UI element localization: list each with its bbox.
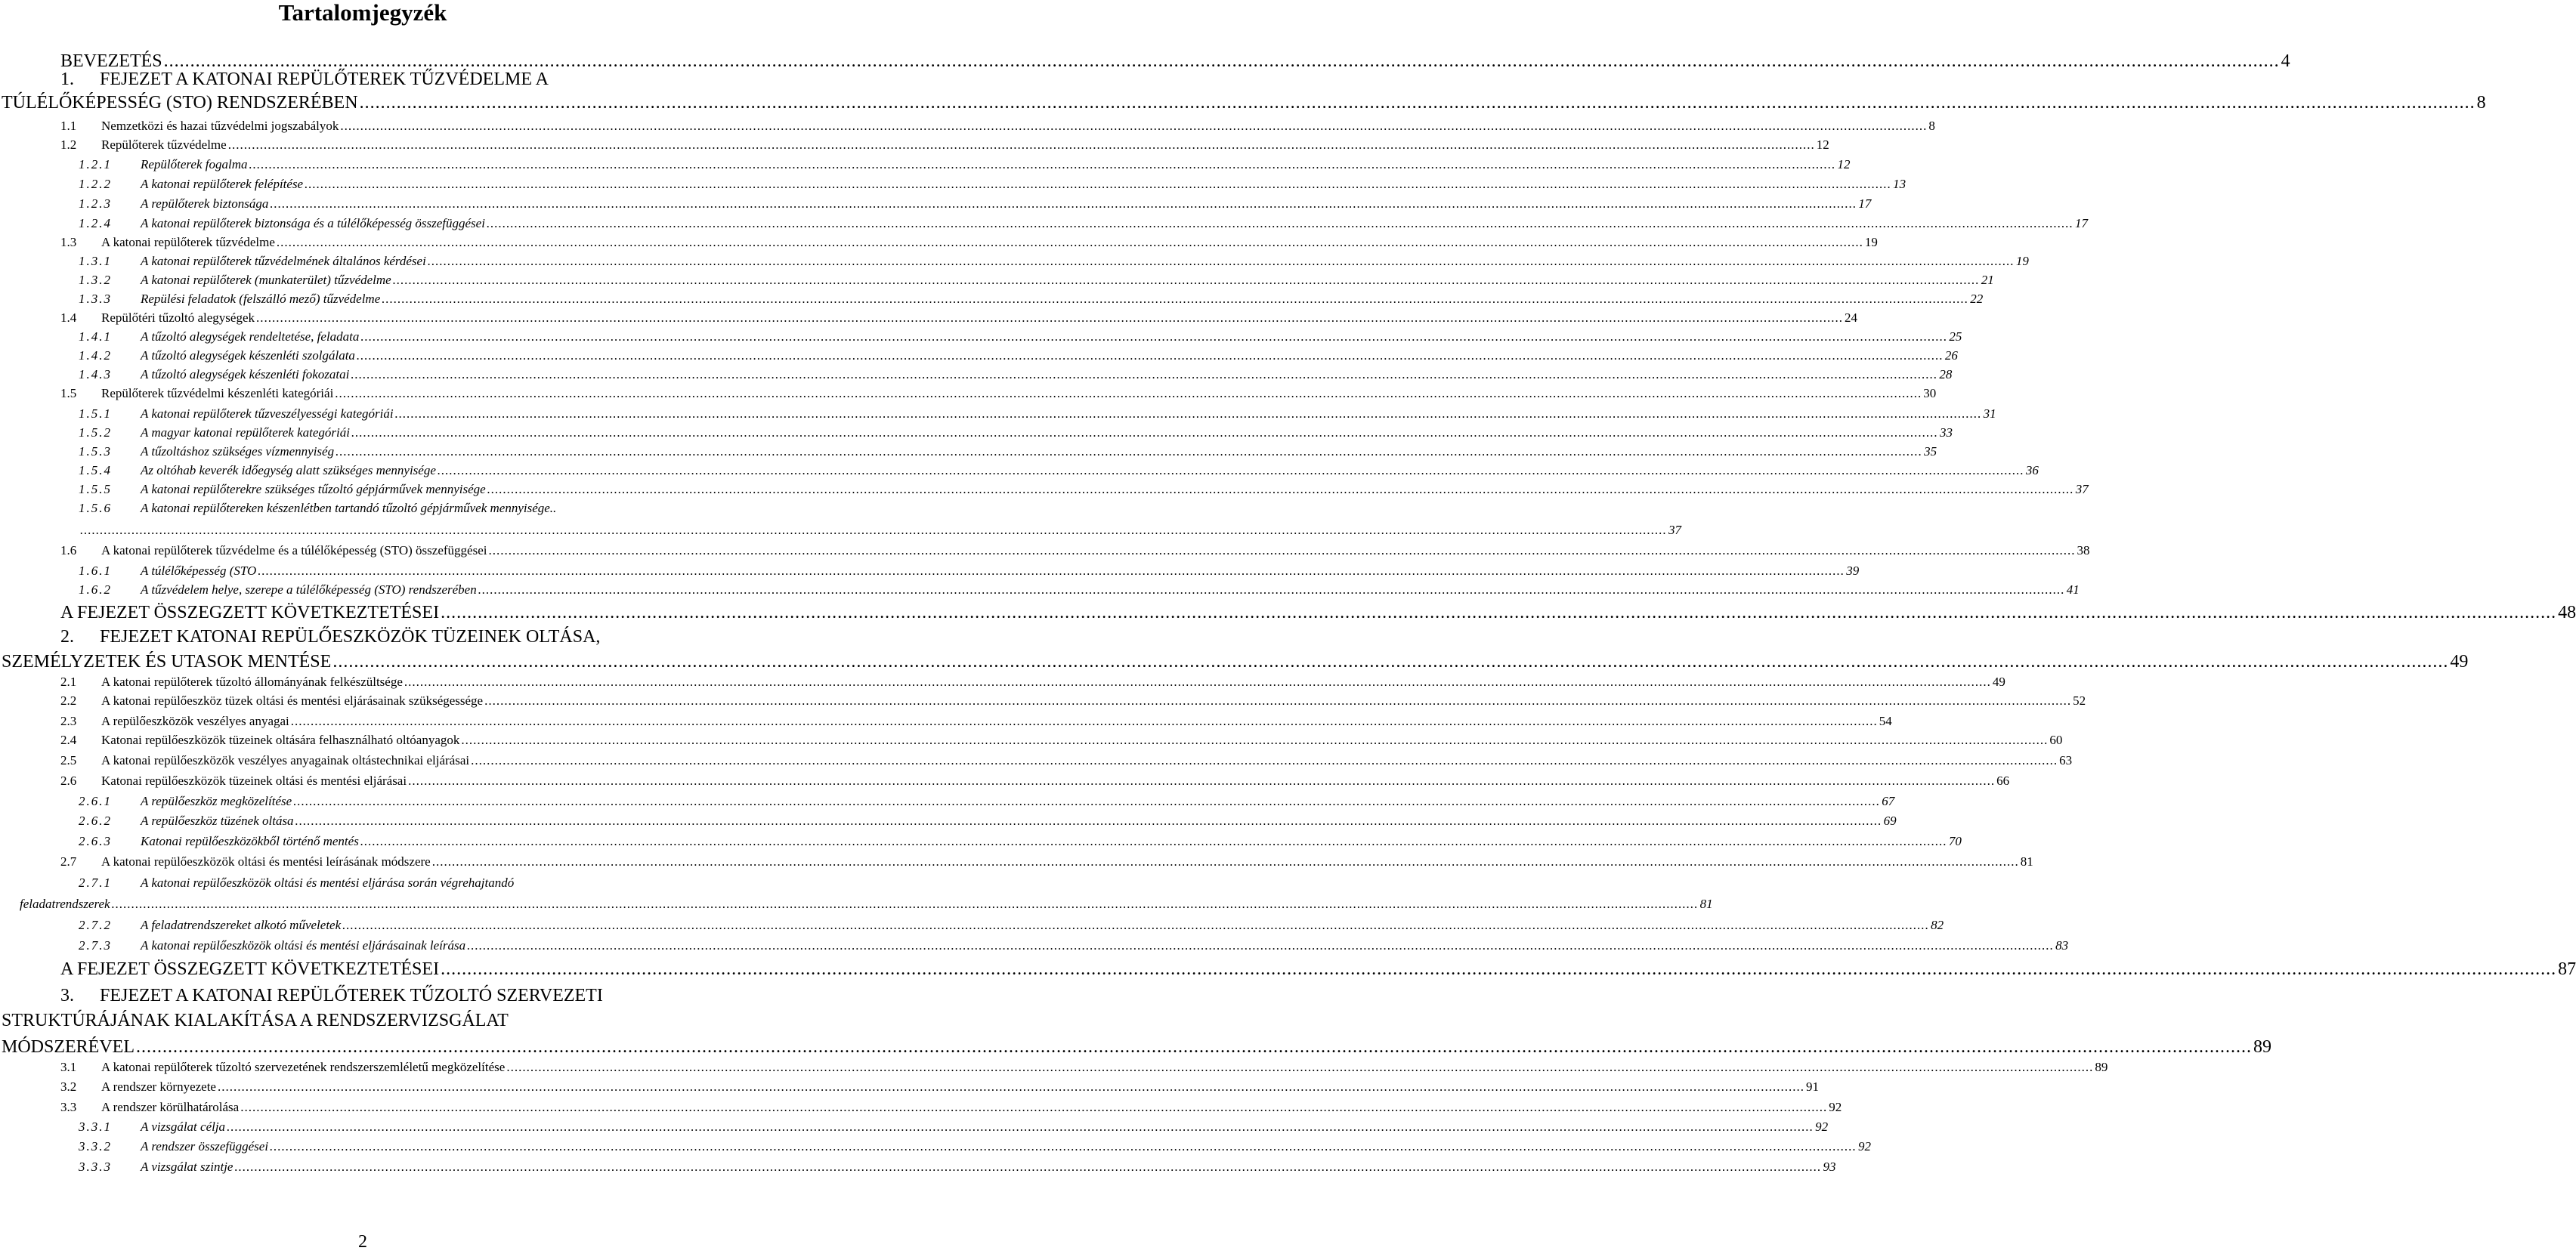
toc-entry[interactable] (0, 1060, 2108, 1078)
toc-dot-leader: ................................................................................................................................................................................................................................................................................................................................................................................................................ (136, 1037, 2252, 1057)
toc-dot-leader: ................................................................................................................................................................................................................................................................................................................................................................................................................ (471, 753, 2058, 767)
page-number: 2 (358, 1232, 367, 1252)
toc-dot-leader: ................................................................................................................................................................................................................................................................................................................................................................................................................ (506, 1060, 2094, 1074)
toc-dot-leader: ................................................................................................................................................................................................................................................................................................................................................................................................................ (111, 897, 1699, 911)
toc-entry-title: A rendszer környezete (101, 1079, 216, 1094)
toc-entry-title: Az oltóhab keverék időegység alatt szükséges mennyisége (141, 463, 436, 477)
toc-entry-page: 21 (1981, 273, 1994, 287)
toc-dot-leader: ................................................................................................................................................................................................................................................................................................................................................................................................................ (427, 254, 2015, 268)
toc-entry[interactable] (0, 310, 1857, 329)
toc-entry[interactable] (0, 603, 2576, 625)
toc-entry-page: 63 (2059, 753, 2073, 767)
toc-entry-number: 1.4 (60, 310, 77, 325)
toc-entry-number: 3.3.1 (79, 1120, 112, 1134)
toc-entry[interactable] (0, 482, 2089, 500)
toc-dot-leader: ................................................................................................................................................................................................................................................................................................................................................................................................................ (336, 444, 1923, 459)
toc-entry-number: 1.4.3 (79, 367, 112, 381)
toc-entry-page: 17 (2074, 216, 2088, 230)
toc-entry-number: 1.5.4 (79, 463, 112, 477)
toc-entry-title: A repülőeszközök veszélyes anyagai (101, 714, 289, 728)
toc-entry[interactable] (0, 753, 2073, 771)
toc-entry-number: 1.5 (60, 386, 77, 400)
toc-dot-leader: ................................................................................................................................................................................................................................................................................................................................................................................................................ (351, 425, 1938, 440)
toc-dot-leader: ................................................................................................................................................................................................................................................................................................................................................................................................................ (441, 603, 2557, 622)
toc-entry[interactable] (0, 918, 1944, 936)
toc-entry-title: A repülőeszköz tüzének oltása (141, 814, 294, 828)
toc-entry-number: 1.2.2 (79, 177, 112, 191)
toc-entry-page: 37 (1668, 523, 1681, 537)
toc-entry-page: 17 (1858, 196, 1872, 211)
toc-entry-number: 1.2.4 (79, 216, 112, 230)
toc-entry-title: Repülőterek tűzvédelme (101, 137, 227, 152)
toc-entry-number: 1.5.1 (79, 406, 112, 421)
toc-entry[interactable] (0, 235, 1878, 253)
toc-entry-page: 26 (1944, 348, 1958, 363)
toc-entry[interactable] (0, 444, 1937, 462)
toc-dot-leader: ................................................................................................................................................................................................................................................................................................................................................................................................................ (240, 1100, 1828, 1114)
toc-entry-page: 49 (2450, 652, 2469, 672)
toc-entry-title: A katonai repülőterek tűzvédelme és a túlélőképesség (STO) összefüggései (101, 543, 487, 557)
toc-entry-number: 2.6.2 (79, 814, 112, 828)
toc-entry-title: A tűzoltó alegységek készenléti szolgálata (141, 348, 355, 363)
toc-entry-page: 52 (2073, 693, 2086, 708)
toc-entry-title: Repülési feladatok (felszálló mező) tűzvédelme (141, 292, 381, 306)
toc-dot-leader: ................................................................................................................................................................................................................................................................................................................................................................................................................ (486, 216, 2073, 230)
toc-entry-number: 1.6 (60, 543, 77, 557)
toc-entry-page: 28 (1939, 367, 1953, 381)
toc-entry-title: Katonai repülőeszközökből történő mentés (141, 834, 359, 848)
toc-entry[interactable] (0, 627, 725, 650)
toc-entry-number: 1.5.6 (79, 501, 112, 515)
toc-entry-number: 2.7.3 (79, 938, 112, 953)
toc-dot-leader: ................................................................................................................................................................................................................................................................................................................................................................................................................ (342, 918, 1930, 932)
toc-entry[interactable] (0, 564, 1860, 582)
toc-entry-number: 1.4.1 (79, 329, 112, 344)
toc-entry-title: A katonai repülőtereken készenlétben tartandó tűzoltó gépjárművek mennyisége.. (141, 501, 557, 515)
toc-entry-page: 39 (1846, 564, 1860, 578)
toc-entry[interactable] (0, 1037, 2271, 1060)
toc-entry-title: A katonai repülőterek tűzvédelmének általános kérdései (141, 254, 426, 268)
toc-dot-leader: ................................................................................................................................................................................................................................................................................................................................................................................................................ (227, 137, 1815, 152)
toc-dot-leader: ................................................................................................................................................................................................................................................................................................................................................................................................................ (404, 675, 1991, 689)
toc-entry-title: Nemzetközi és hazai tűzvédelmi jogszabályok (101, 119, 339, 133)
toc-dot-leader: ................................................................................................................................................................................................................................................................................................................................................................................................................ (484, 693, 2072, 708)
toc-dot-leader: ................................................................................................................................................................................................................................................................................................................................................................................................................ (276, 235, 1863, 249)
toc-entry[interactable] (0, 216, 2088, 234)
toc-dot-leader: ................................................................................................................................................................................................................................................................................................................................................................................................................ (467, 938, 2055, 953)
toc-entry-title: A katonai repülőterek tűzveszélyességi kategóriái (141, 406, 394, 421)
toc-entry-number: 2.6.1 (79, 794, 112, 808)
toc-entry-title: A tűzvédelem helye, szerepe a túlélőképesség (STO) rendszerében (141, 582, 477, 597)
toc-entry-title: A FEJEZET ÖSSZEGZETT KÖVETKEZTETÉSEI (60, 603, 440, 622)
toc-entry-title: A repülőeszköz megközelítése (141, 794, 292, 808)
toc-entry-page: 31 (1983, 406, 1996, 421)
toc-dot-leader: ................................................................................................................................................................................................................................................................................................................................................................................................................ (270, 1139, 1857, 1154)
toc-entry[interactable] (0, 425, 1953, 443)
toc-entry-number: 1. (60, 69, 74, 89)
toc-entry-title: A rendszer körülhatárolása (101, 1100, 240, 1114)
toc-dot-leader: ................................................................................................................................................................................................................................................................................................................................................................................................................ (478, 582, 2065, 597)
toc-entry-page: 33 (1939, 425, 1953, 440)
toc-entry-number: 2.7 (60, 854, 77, 869)
toc-dot-leader: ................................................................................................................................................................................................................................................................................................................................................................................................................ (441, 959, 2557, 979)
toc-dot-leader: ................................................................................................................................................................................................................................................................................................................................................................................................................ (227, 1120, 1814, 1134)
toc-entry-page: 22 (1970, 292, 1984, 306)
toc-entry-number: 1.5.2 (79, 425, 112, 440)
toc-entry[interactable] (0, 367, 1953, 385)
toc-entry[interactable] (0, 834, 1962, 852)
toc-entry-number: 1.6.1 (79, 564, 112, 578)
toc-entry-number: 1.2.3 (79, 196, 112, 211)
toc-dot-leader: ................................................................................................................................................................................................................................................................................................................................................................................................................ (335, 386, 1922, 400)
toc-entry-number: 1.3 (60, 235, 77, 249)
toc-entry-number: 2.6.3 (79, 834, 112, 848)
toc-entry-page: 60 (2049, 733, 2063, 747)
toc-entry-page: 66 (1996, 774, 2010, 788)
toc-entry-number: 3.3.2 (79, 1139, 112, 1154)
toc-entry-title: TÚLÉLŐKÉPESSÉG (STO) RENDSZERÉBEN (2, 93, 358, 113)
toc-entry[interactable] (0, 693, 2086, 712)
toc-dot-leader: ................................................................................................................................................................................................................................................................................................................................................................................................................ (332, 652, 2449, 672)
toc-entry-title: FEJEZET A KATONAI REPÜLŐTEREK TŰZOLTÓ SZERVEZETI (100, 986, 603, 1005)
toc-entry[interactable] (0, 854, 2033, 872)
toc-entry-number: 1.6.2 (79, 582, 112, 597)
toc-entry-page: 8 (2476, 93, 2486, 113)
toc-dot-leader: ................................................................................................................................................................................................................................................................................................................................................................................................................ (488, 543, 2076, 557)
toc-entry-page: 49 (1992, 675, 2005, 689)
toc-entry-title: A katonai repülőeszköz tüzek oltási és mentési eljárásainak szükségessége (101, 693, 484, 708)
toc-entry-title: A FEJEZET ÖSSZEGZETT KÖVETKEZTETÉSEI (60, 959, 440, 979)
toc-entry-page: 69 (1883, 814, 1897, 828)
toc-entry[interactable] (0, 273, 1994, 291)
toc-entry-number: 2.4 (60, 733, 77, 747)
toc-entry[interactable] (0, 652, 2469, 675)
toc-entry[interactable] (0, 177, 1906, 195)
toc-entry-title: A tűzoltó alegységek készenléti fokozatai (141, 367, 350, 381)
toc-entry-number: 2. (60, 627, 74, 647)
toc-entry-page: 37 (2075, 482, 2089, 496)
toc-entry-page: 70 (1948, 834, 1962, 848)
toc-dot-leader: ................................................................................................................................................................................................................................................................................................................................................................................................................ (394, 406, 1982, 421)
toc-entry-title: Repülőtéri tűzoltó alegységek (101, 310, 255, 325)
toc-dot-leader: ................................................................................................................................................................................................................................................................................................................................................................................................................ (270, 196, 1857, 211)
toc-dot-leader: ................................................................................................................................................................................................................................................................................................................................................................................................................ (431, 854, 2019, 869)
toc-entry[interactable] (0, 876, 725, 894)
toc-entry-number: 1.2.1 (79, 157, 112, 171)
toc-entry-title: STRUKTÚRÁJÁNAK KIALAKÍTÁSA A RENDSZERVIZSGÁLAT (2, 1011, 509, 1030)
toc-entry-page: 25 (1949, 329, 1962, 344)
toc-entry[interactable] (0, 714, 1892, 732)
toc-entry-title: A vizsgálat célja (141, 1120, 226, 1134)
toc-entry[interactable] (0, 1160, 1836, 1178)
toc-entry-title: A túlélőképesség (STO (141, 564, 257, 578)
toc-entry-page: 82 (1931, 918, 1944, 932)
toc-entry-title: FEJEZET KATONAI REPÜLŐESZKÖZÖK TÜZEINEK OLTÁSA, (100, 627, 601, 647)
toc-entry[interactable] (0, 196, 1872, 215)
toc-dot-leader: ................................................................................................................................................................................................................................................................................................................................................................................................................ (293, 794, 1881, 808)
toc-entry-page: 91 (1805, 1079, 1819, 1094)
toc-entry-number: 2.1 (60, 675, 77, 689)
toc-entry[interactable] (0, 675, 2005, 693)
toc-entry-number: 2.7.1 (79, 876, 112, 890)
toc-entry-number: 1.2 (60, 137, 77, 152)
toc-entry-page: 87 (2558, 959, 2576, 979)
toc-entry[interactable] (0, 463, 2039, 481)
toc-entry-page: 36 (2025, 463, 2039, 477)
toc-entry-page: 54 (1879, 714, 1892, 728)
toc-dot-leader: ................................................................................................................................................................................................................................................................................................................................................................................................................ (256, 310, 1843, 325)
toc-entry[interactable] (0, 1011, 725, 1033)
toc-entry-title: A katonai repülőeszközök veszélyes anyagainak oltástechnikai eljárásai (101, 753, 470, 767)
toc-entry-number: 1.1 (60, 119, 77, 133)
toc-entry-page: 93 (1823, 1160, 1836, 1174)
toc-dot-leader: ................................................................................................................................................................................................................................................................................................................................................................................................................ (360, 329, 1948, 344)
toc-entry-page: 67 (1882, 794, 1895, 808)
toc-entry-page: 19 (1864, 235, 1878, 249)
toc-entry-title: A feladatrendszereket alkotó műveletek (141, 918, 342, 932)
toc-entry[interactable] (0, 1120, 1829, 1138)
toc-entry[interactable] (0, 774, 2010, 792)
toc-entry-title: A katonai repülőeszközök oltási és mentési eljárása során végrehajtandó (141, 876, 515, 890)
toc-entry-number: 2.6 (60, 774, 77, 788)
toc-entry-title: A katonai repülőeszközök oltási és mentési leírásának módszere (101, 854, 431, 869)
toc-entry-page: 81 (2020, 854, 2033, 869)
page-title: Tartalomjegyzék (278, 0, 447, 26)
toc-entry-number: 1.4.2 (79, 348, 112, 363)
toc-dot-leader: ................................................................................................................................................................................................................................................................................................................................................................................................................ (80, 523, 1667, 537)
toc-entry-page: 13 (1893, 177, 1906, 191)
toc-entry-title: A magyar katonai repülőterek kategóriái (141, 425, 350, 440)
toc-entry[interactable] (0, 329, 1962, 347)
toc-entry-page: 48 (2558, 603, 2576, 622)
toc-entry-number: 2.7.2 (79, 918, 112, 932)
toc-entry-page: 92 (1829, 1100, 1842, 1114)
toc-entry-title: A katonai repülőterekre szükséges tűzoltó gépjárművek mennyisége (141, 482, 486, 496)
toc-entry-number: 3.2 (60, 1079, 77, 1094)
toc-dot-leader: ................................................................................................................................................................................................................................................................................................................................................................................................................ (487, 482, 2074, 496)
toc-entry[interactable] (0, 1079, 1819, 1098)
toc-entry-number: 1.5.3 (79, 444, 112, 459)
toc-entry-page: 19 (2015, 254, 2029, 268)
toc-entry-title: Repülőterek tűzvédelmi készenléti kategóriái (101, 386, 334, 400)
toc-entry-title: A tűzoltó alegységek rendeltetése, feladata (141, 329, 360, 344)
toc-entry-page: 41 (2066, 582, 2080, 597)
toc-entry-title: Katonai repülőeszközök tüzeinek oltási és mentési eljárásai (101, 774, 407, 788)
toc-entry[interactable] (0, 582, 2080, 601)
toc-entry[interactable] (0, 406, 1996, 425)
toc-entry-title: A tűzoltáshoz szükséges vízmennyiség (141, 444, 335, 459)
toc-dot-leader: ................................................................................................................................................................................................................................................................................................................................................................................................................ (392, 273, 1980, 287)
toc-dot-leader: ................................................................................................................................................................................................................................................................................................................................................................................................................ (356, 348, 1944, 363)
toc-entry-page: 89 (2253, 1037, 2271, 1057)
toc-entry[interactable] (0, 986, 725, 1008)
toc-entry-number: 3.1 (60, 1060, 77, 1074)
toc-entry-title: A katonai repülőterek biztonsága és a túlélőképesség összefüggései (141, 216, 485, 230)
toc-entry-page: 92 (1815, 1120, 1829, 1134)
toc-dot-leader: ................................................................................................................................................................................................................................................................................................................................................................................................................ (163, 51, 2280, 71)
toc-dot-leader: ................................................................................................................................................................................................................................................................................................................................................................................................................ (290, 714, 1878, 728)
toc-dot-leader: ................................................................................................................................................................................................................................................................................................................................................................................................................ (360, 834, 1947, 848)
toc-entry[interactable] (0, 897, 1713, 915)
toc-dot-leader: ................................................................................................................................................................................................................................................................................................................................................................................................................ (305, 177, 1892, 191)
toc-entry[interactable] (0, 794, 1895, 812)
toc-entry-page: 24 (1845, 310, 1857, 325)
toc-entry-page: 30 (1923, 386, 1937, 400)
toc-entry-title: A katonai repülőterek tűzoltó szervezetének rendszerszemléletű megközelítése (101, 1060, 506, 1074)
toc-dot-leader: ................................................................................................................................................................................................................................................................................................................................................................................................................ (217, 1079, 1804, 1094)
toc-entry-number: 3.3 (60, 1100, 77, 1114)
toc-entry[interactable] (0, 69, 725, 92)
toc-entry-title: MÓDSZERÉVEL (2, 1037, 135, 1057)
toc-entry-number: 3. (60, 986, 74, 1005)
toc-entry-page: 89 (2095, 1060, 2108, 1074)
toc-entry[interactable] (0, 254, 2029, 272)
toc-entry[interactable] (0, 501, 725, 519)
toc-entry-page: 81 (1699, 897, 1713, 911)
toc-entry-page: 8 (1928, 119, 1935, 133)
toc-dot-leader: ................................................................................................................................................................................................................................................................................................................................................................................................................ (340, 119, 1928, 133)
toc-entry-number: 1.3.2 (79, 273, 112, 287)
toc-entry-number: 1.5.5 (79, 482, 112, 496)
toc-entry-page: 92 (1858, 1139, 1872, 1154)
toc-entry-number: 1.3.3 (79, 292, 112, 306)
toc-entry-title: A katonai repülőterek felépítése (141, 177, 304, 191)
toc-entry[interactable] (0, 1139, 1872, 1157)
toc-entry-number: 1.3.1 (79, 254, 112, 268)
toc-entry[interactable] (0, 137, 1829, 156)
toc-entry-title: BEVEZETÉS (60, 51, 162, 71)
toc-entry-page: 35 (1924, 444, 1937, 459)
toc-dot-leader: ................................................................................................................................................................................................................................................................................................................................................................................................................ (295, 814, 1882, 828)
toc-entry-title: FEJEZET A KATONAI REPÜLŐTEREK TŰZVÉDELME A (100, 69, 549, 89)
toc-entry[interactable] (0, 959, 2576, 982)
toc-entry-number: 2.3 (60, 714, 77, 728)
toc-entry[interactable] (0, 93, 2486, 116)
toc-entry-number: 2.5 (60, 753, 77, 767)
toc-entry-title: Katonai repülőeszközök tüzeinek oltására felhasználható oltóanyagok (101, 733, 460, 747)
toc-dot-leader: ................................................................................................................................................................................................................................................................................................................................................................................................................ (351, 367, 1938, 381)
toc-entry-number: 3.3.3 (79, 1160, 112, 1174)
toc-entry-number: 2.2 (60, 693, 77, 708)
toc-entry-title: SZEMÉLYZETEK ÉS UTASOK MENTÉSE (2, 652, 332, 672)
toc-entry[interactable] (0, 1100, 1842, 1118)
toc-entry-title: A katonai repülőterek (munkaterület) tűzvédelme (141, 273, 391, 287)
toc-dot-leader: ................................................................................................................................................................................................................................................................................................................................................................................................................ (234, 1160, 1822, 1174)
toc-dot-leader: ................................................................................................................................................................................................................................................................................................................................................................................................................ (437, 463, 2024, 477)
toc-entry-title: A repülőterek biztonsága (141, 196, 269, 211)
toc-entry-page: 12 (1837, 157, 1851, 171)
toc-entry-title: Repülőterek fogalma (141, 157, 248, 171)
toc-entry-title: A vizsgálat szintje (141, 1160, 233, 1174)
toc-dot-leader: ................................................................................................................................................................................................................................................................................................................................................................................................................ (359, 93, 2475, 113)
toc-entry-page: 4 (2281, 51, 2290, 71)
toc-entry[interactable] (0, 386, 1937, 404)
toc-entry-title: feladatrendszerek (20, 897, 110, 911)
toc-entry-title: A katonai repülőeszközök oltási és mentési eljárásainak leírása (141, 938, 466, 953)
toc-entry[interactable] (0, 348, 1958, 366)
toc-entry-page: 38 (2077, 543, 2090, 557)
toc-entry[interactable] (0, 733, 2063, 751)
toc-entry[interactable] (0, 543, 2090, 561)
toc-entry-title: A rendszer összefüggései (141, 1139, 269, 1154)
toc-entry[interactable] (0, 292, 1984, 310)
toc-dot-leader: ................................................................................................................................................................................................................................................................................................................................................................................................................ (461, 733, 2049, 747)
toc-entry-title: A katonai repülőterek tűzoltó állományának felkészültsége (101, 675, 403, 689)
toc-entry[interactable] (0, 157, 1851, 175)
toc-entry-page: 12 (1816, 137, 1829, 152)
toc-dot-leader: ................................................................................................................................................................................................................................................................................................................................................................................................................ (382, 292, 1969, 306)
toc-entry[interactable] (0, 523, 1681, 541)
toc-entry[interactable] (0, 814, 1897, 832)
toc-dot-leader: ................................................................................................................................................................................................................................................................................................................................................................................................................ (258, 564, 1845, 578)
toc-entry[interactable] (0, 938, 2069, 956)
toc-dot-leader: ................................................................................................................................................................................................................................................................................................................................................................................................................ (249, 157, 1836, 171)
toc-entry-page: 83 (2055, 938, 2069, 953)
toc-dot-leader: ................................................................................................................................................................................................................................................................................................................................................................................................................ (408, 774, 1996, 788)
toc-entry[interactable] (0, 119, 1935, 137)
toc-entry-title: A katonai repülőterek tűzvédelme (101, 235, 275, 249)
